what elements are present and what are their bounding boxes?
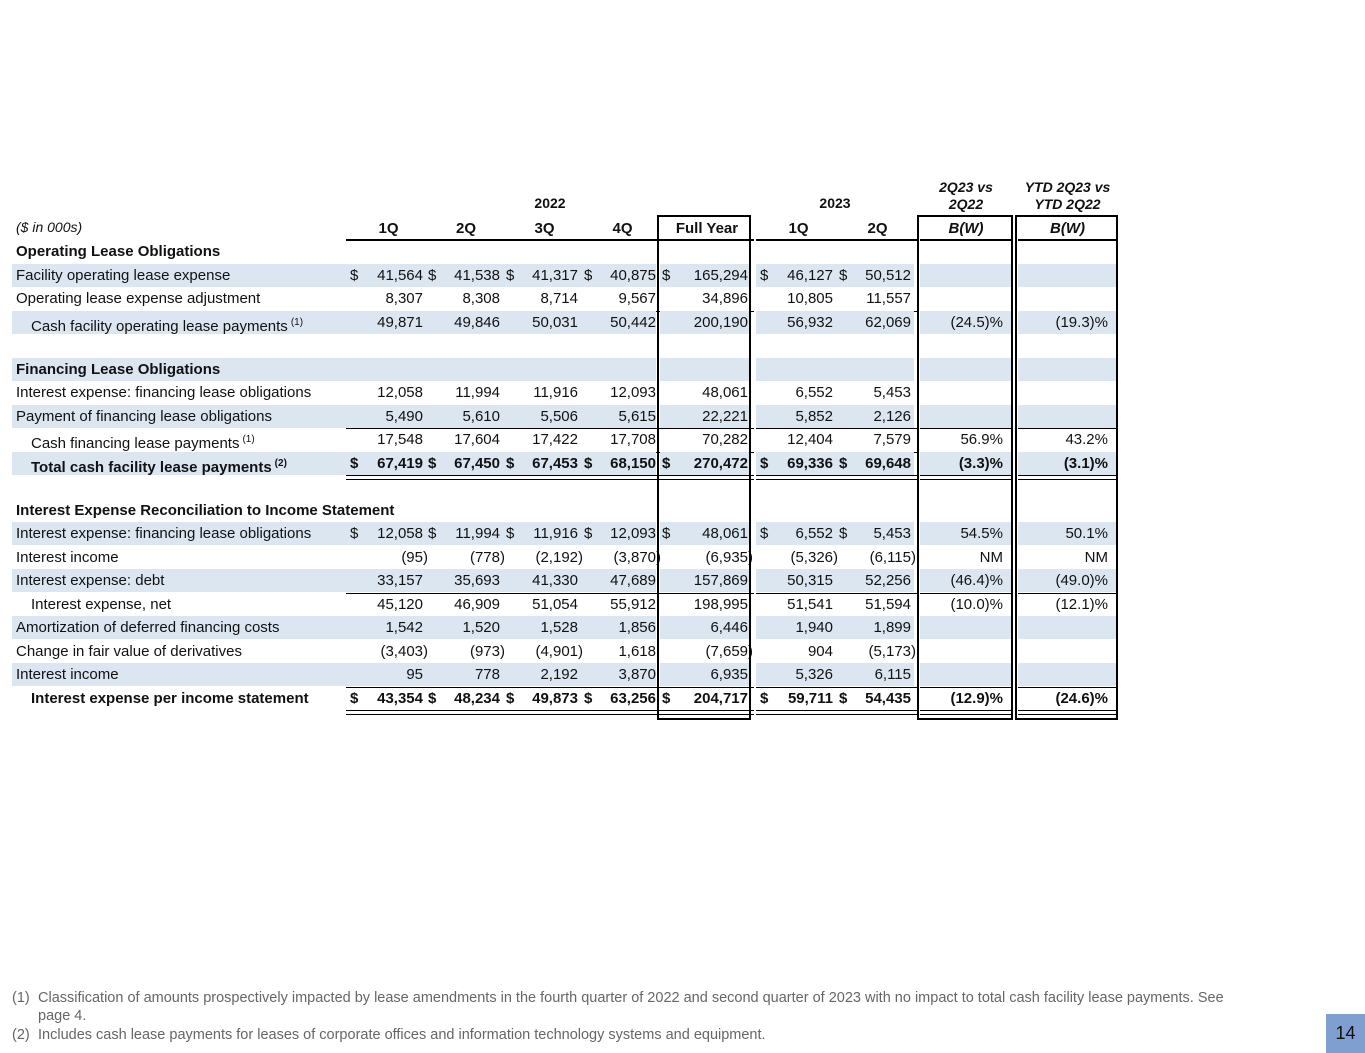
row-label	[16, 240, 220, 263]
value-cell: 6,115	[874, 666, 911, 683]
value-cell: 11,994	[455, 384, 500, 401]
value-cell: 63,256	[610, 689, 656, 707]
footnote-2-number: (2)	[12, 1027, 30, 1043]
footnote-ref: (2)	[274, 457, 287, 469]
value-cell: (12.1)%	[1055, 595, 1108, 613]
row-label-text: Interest Expense Reconciliation to Income Statement	[16, 501, 395, 519]
footnote-ref: (1)	[242, 434, 255, 445]
value-cell: (24.6)%	[1055, 689, 1108, 707]
value-cell: 198,995	[693, 595, 748, 613]
value-cell: 34,896	[702, 290, 748, 307]
footnote-1-continued	[38, 1007, 86, 1025]
footnote-2-text: Includes cash lease payments for leases of corporate offices and information technology systems and equipment.	[38, 1027, 766, 1043]
dollar-sign: $	[350, 454, 359, 472]
row-label	[16, 663, 119, 686]
value-cell: (10.0)%	[950, 595, 1003, 613]
value-cell: 54,435	[865, 689, 911, 707]
value-cell: 270,472	[693, 454, 748, 472]
value-cell	[426, 240, 500, 263]
value-cell: (4,901)	[535, 642, 583, 660]
value-cell: 5,615	[618, 407, 656, 425]
value-cell	[838, 475, 911, 498]
row-label-text: Total cash facility lease payments	[31, 458, 272, 476]
dollar-sign: $	[584, 689, 593, 707]
value-cell: 50,512	[865, 266, 911, 284]
value-cell: 1,899	[873, 619, 911, 636]
value-cell: 12,058	[377, 525, 423, 542]
value-cell: 10,805	[787, 290, 833, 307]
row-label-text: Cash financing lease payments	[31, 435, 240, 452]
dollar-sign: $	[350, 689, 359, 707]
row-label	[16, 287, 260, 310]
value-cell: 5,852	[795, 407, 833, 425]
value-cell	[426, 499, 500, 522]
value-cell	[348, 240, 423, 263]
value-cell	[583, 334, 656, 357]
value-cell	[426, 358, 500, 381]
value-cell: 5,453	[873, 525, 911, 542]
value-cell: 46,909	[454, 595, 500, 613]
dollar-sign: $	[584, 266, 593, 284]
column-header-6: 2Q	[867, 220, 888, 237]
row-label	[31, 593, 171, 616]
value-cell: 67,419	[377, 454, 423, 472]
value-cell: 12,093	[610, 384, 656, 401]
value-cell	[505, 240, 578, 263]
dollar-sign: $	[584, 454, 593, 472]
value-cell: 5,453	[873, 384, 911, 401]
value-cell: 48,061	[702, 384, 748, 401]
value-cell: 49,873	[532, 689, 578, 707]
value-cell: 50.1%	[1065, 525, 1108, 542]
value-cell: 67,450	[454, 454, 500, 472]
value-cell: 49,871	[377, 313, 423, 331]
row-label-text: Interest income	[16, 548, 119, 566]
value-cell: (2,192)	[535, 548, 583, 566]
footnote-ref: (1)	[290, 316, 304, 328]
value-cell: (24.5)%	[950, 313, 1003, 331]
value-cell	[758, 358, 833, 381]
value-cell: 45,120	[377, 595, 423, 613]
value-cell: 9,567	[618, 290, 656, 307]
value-cell: 2,126	[873, 407, 911, 425]
row-label	[16, 358, 220, 381]
column-header-5: 1Q	[788, 220, 809, 237]
dollar-sign: $	[839, 266, 848, 284]
value-cell: 200,190	[693, 313, 748, 331]
value-cell: 51,541	[787, 595, 833, 613]
value-cell: (19.3)%	[1055, 313, 1108, 331]
dollar-sign: $	[839, 525, 848, 542]
value-cell: (5,326)	[790, 548, 838, 566]
value-cell: 7,579	[873, 431, 911, 448]
row-label	[31, 428, 255, 451]
row-label-text: Interest expense, net	[31, 595, 172, 613]
value-cell: 1,618	[618, 642, 656, 660]
dollar-sign: $	[506, 689, 515, 707]
year-2023-header: 2023	[819, 195, 851, 211]
footnote-1-text: Classification of amounts prospectively impacted by lease amendments in the fourth quarter of 2022 and second quarter of 2023 with no impact to total cash facility lease payments. See	[38, 990, 1224, 1006]
value-cell	[758, 499, 833, 522]
dollar-sign: $	[506, 525, 515, 542]
column-header-8: B(W)	[1050, 220, 1085, 237]
units-label: ($ in 000s)	[16, 219, 83, 235]
value-cell: 11,557	[866, 290, 911, 307]
value-cell: (49.0)%	[1055, 572, 1108, 589]
footnote-1	[12, 989, 1312, 1007]
row-label-text: Interest income	[16, 666, 119, 683]
value-cell: 22,221	[702, 407, 748, 425]
value-cell: (95)	[401, 548, 428, 566]
total-double-rule	[424, 710, 506, 715]
compare-2q-box	[917, 215, 1013, 720]
value-cell: (3.1)%	[1063, 454, 1108, 472]
value-cell: (7,659)	[705, 642, 753, 660]
value-cell: 8,308	[462, 290, 500, 307]
value-cell	[426, 475, 500, 498]
value-cell: 33,157	[377, 572, 423, 589]
compare-ytd-header-line1: YTD 2Q23 vs	[1024, 179, 1111, 195]
dollar-sign: $	[506, 266, 515, 284]
row-label	[16, 264, 230, 287]
row-label-text: Facility operating lease expense	[16, 266, 231, 284]
value-cell: (778)	[469, 548, 505, 566]
row-label	[16, 569, 164, 592]
value-cell: 41,538	[454, 266, 500, 284]
value-cell: 48,234	[454, 689, 500, 707]
value-cell: 6,935	[710, 666, 748, 683]
value-cell: 5,326	[795, 666, 833, 683]
dollar-sign: $	[584, 525, 593, 542]
value-cell: 12,093	[610, 525, 656, 542]
value-cell: 62,069	[865, 313, 911, 331]
full-year-box	[657, 215, 751, 720]
value-cell	[583, 358, 656, 381]
value-cell	[758, 475, 833, 498]
value-cell	[505, 334, 578, 357]
value-cell: 35,693	[454, 572, 500, 589]
value-cell	[505, 499, 578, 522]
value-cell	[348, 475, 423, 498]
dollar-sign: $	[662, 266, 671, 284]
dollar-sign: $	[839, 454, 848, 472]
value-cell	[348, 334, 423, 357]
value-cell	[426, 334, 500, 357]
value-cell: 43,354	[377, 689, 423, 707]
row-label-text: Interest expense: financing lease obligations	[16, 384, 312, 401]
value-cell	[505, 358, 578, 381]
value-cell: 17,604	[454, 431, 500, 448]
value-cell: 43.2%	[1065, 431, 1108, 448]
value-cell: 56,932	[787, 313, 833, 331]
value-cell: 69,648	[865, 454, 911, 472]
value-cell: 59,711	[787, 689, 833, 707]
dollar-sign: $	[350, 266, 359, 284]
row-label	[31, 311, 303, 334]
value-cell: 40,875	[610, 266, 656, 284]
value-cell: 1,520	[462, 619, 500, 636]
value-cell	[758, 240, 833, 263]
value-cell: 17,708	[610, 431, 656, 448]
compare-2q-header-line1: 2Q23 vs	[939, 179, 993, 195]
value-cell: 5,610	[462, 407, 500, 425]
year-2022-header: 2022	[534, 195, 566, 211]
dollar-sign: $	[662, 454, 671, 472]
value-cell: 56.9%	[960, 431, 1003, 448]
value-cell: 49,846	[454, 313, 500, 331]
value-cell: (12.9)%	[950, 689, 1003, 707]
row-label	[16, 381, 311, 404]
value-cell: 5,490	[385, 407, 423, 425]
row-label-text: Interest expense: debt	[16, 572, 165, 589]
value-cell: 5,506	[540, 407, 578, 425]
value-cell: (46.4)%	[950, 572, 1003, 589]
value-cell	[583, 499, 656, 522]
row-label	[16, 499, 394, 522]
dollar-sign: $	[428, 525, 437, 542]
value-cell: 6,552	[795, 384, 833, 401]
row-label	[16, 616, 279, 639]
value-cell: 1,528	[540, 619, 578, 636]
row-label	[16, 522, 311, 545]
value-cell: 11,916	[533, 384, 578, 401]
value-cell: 68,150	[610, 454, 656, 472]
value-cell: 51,594	[865, 595, 911, 613]
value-cell: 47,689	[610, 572, 656, 589]
value-cell	[758, 334, 833, 357]
value-cell: (6,115)	[869, 548, 916, 566]
value-cell	[838, 358, 911, 381]
dollar-sign: $	[760, 454, 769, 472]
dollar-sign: $	[350, 525, 359, 542]
value-cell: 2,192	[540, 666, 578, 683]
value-cell: (3.3)%	[958, 454, 1003, 472]
value-cell: 95	[406, 666, 423, 683]
value-cell: 6,446	[710, 619, 748, 636]
value-cell: 52,256	[865, 572, 911, 589]
value-cell	[583, 475, 656, 498]
row-label	[16, 546, 119, 569]
dollar-sign: $	[662, 689, 671, 707]
row-label-text: Payment of financing lease obligations	[16, 407, 272, 425]
dollar-sign: $	[760, 266, 769, 284]
value-cell: 1,542	[385, 619, 423, 636]
value-cell: 204,717	[693, 689, 748, 707]
value-cell: 11,916	[533, 525, 578, 542]
value-cell	[583, 240, 656, 263]
value-cell: 50,031	[532, 313, 578, 331]
value-cell: (5,173)	[868, 642, 916, 660]
dollar-sign: $	[428, 454, 437, 472]
value-cell: 778	[474, 666, 500, 683]
column-header-7: B(W)	[948, 220, 984, 237]
value-cell: (973)	[469, 642, 505, 660]
total-double-rule	[346, 710, 429, 715]
row-label-text: Interest expense per income statement	[31, 689, 309, 707]
value-cell: 48,061	[702, 525, 748, 542]
row-label-text: Change in fair value of derivatives	[16, 642, 242, 660]
dollar-sign: $	[839, 689, 848, 707]
value-cell: 8,307	[385, 290, 423, 307]
dollar-sign: $	[506, 454, 515, 472]
value-cell: 41,317	[532, 266, 578, 284]
value-cell: 17,422	[532, 431, 578, 448]
value-cell: (3,403)	[380, 642, 428, 660]
value-cell: 46,127	[787, 266, 833, 284]
column-header-2: 3Q	[534, 220, 555, 237]
value-cell: 12,404	[787, 431, 833, 448]
value-cell: 157,869	[693, 572, 748, 589]
compare-ytd-header-line2: YTD 2Q22	[1034, 196, 1101, 212]
column-header-3: 4Q	[612, 220, 633, 237]
value-cell: 904	[807, 642, 833, 660]
value-cell: 17,548	[377, 431, 423, 448]
value-cell: 41,564	[377, 266, 423, 284]
footnote-1-number: (1)	[12, 990, 30, 1006]
total-double-rule	[836, 710, 917, 715]
column-header-1: 2Q	[455, 220, 476, 237]
footnote-1-text-cont: page 4.	[38, 1008, 87, 1024]
value-cell: 1,856	[618, 619, 656, 636]
value-cell: 8,714	[540, 290, 578, 307]
column-header-0: 1Q	[378, 220, 399, 237]
value-cell: 41,330	[532, 572, 578, 589]
dollar-sign: $	[760, 525, 769, 542]
compare-2q-header-line2: 2Q22	[948, 196, 984, 212]
column-header-4: Full Year	[675, 220, 739, 237]
value-cell: 11,994	[455, 525, 500, 542]
value-cell: 3,870	[618, 666, 656, 683]
value-cell: 50,442	[610, 313, 656, 331]
value-cell: NM	[1084, 548, 1108, 566]
value-cell: 69,336	[787, 454, 833, 472]
value-cell: 67,453	[532, 454, 578, 472]
row-label	[31, 687, 309, 710]
value-cell: NM	[979, 548, 1003, 566]
value-cell	[348, 358, 423, 381]
dollar-sign: $	[428, 266, 437, 284]
value-cell: 1,940	[795, 619, 833, 636]
page-number-badge: 14	[1326, 1014, 1365, 1053]
value-cell: (3,870)	[613, 548, 661, 566]
value-cell: 51,054	[532, 595, 578, 613]
value-cell	[838, 240, 911, 263]
value-cell: 70,282	[702, 431, 748, 448]
value-cell: 50,315	[787, 572, 833, 589]
compare-ytd-box	[1015, 215, 1118, 720]
row-label-text: Interest expense: financing lease obligations	[16, 525, 312, 542]
value-cell	[348, 499, 423, 522]
value-cell: 165,294	[693, 266, 748, 284]
total-double-rule	[503, 710, 584, 715]
value-cell: (6,935)	[705, 548, 753, 566]
value-cell	[838, 334, 911, 357]
value-cell	[505, 475, 578, 498]
row-label	[16, 640, 242, 663]
value-cell: 12,058	[377, 384, 423, 401]
row-label-text: Operating lease expense adjustment	[16, 290, 261, 307]
value-cell: 6,552	[795, 525, 833, 542]
footnote-2	[12, 1026, 766, 1044]
value-cell	[838, 499, 911, 522]
dollar-sign: $	[760, 689, 769, 707]
row-label-text: Cash facility operating lease payments	[31, 317, 288, 335]
dollar-sign: $	[662, 525, 671, 542]
value-cell: 55,912	[610, 595, 656, 613]
row-label-text: Financing Lease Obligations	[16, 360, 221, 378]
row-label	[31, 452, 287, 475]
dollar-sign: $	[428, 689, 437, 707]
row-label	[16, 405, 272, 428]
total-double-rule	[756, 710, 839, 715]
row-label-text: Amortization of deferred financing costs	[16, 619, 280, 636]
row-label-text: Operating Lease Obligations	[16, 243, 221, 260]
value-cell: 54.5%	[960, 525, 1003, 542]
total-double-rule	[581, 710, 662, 715]
